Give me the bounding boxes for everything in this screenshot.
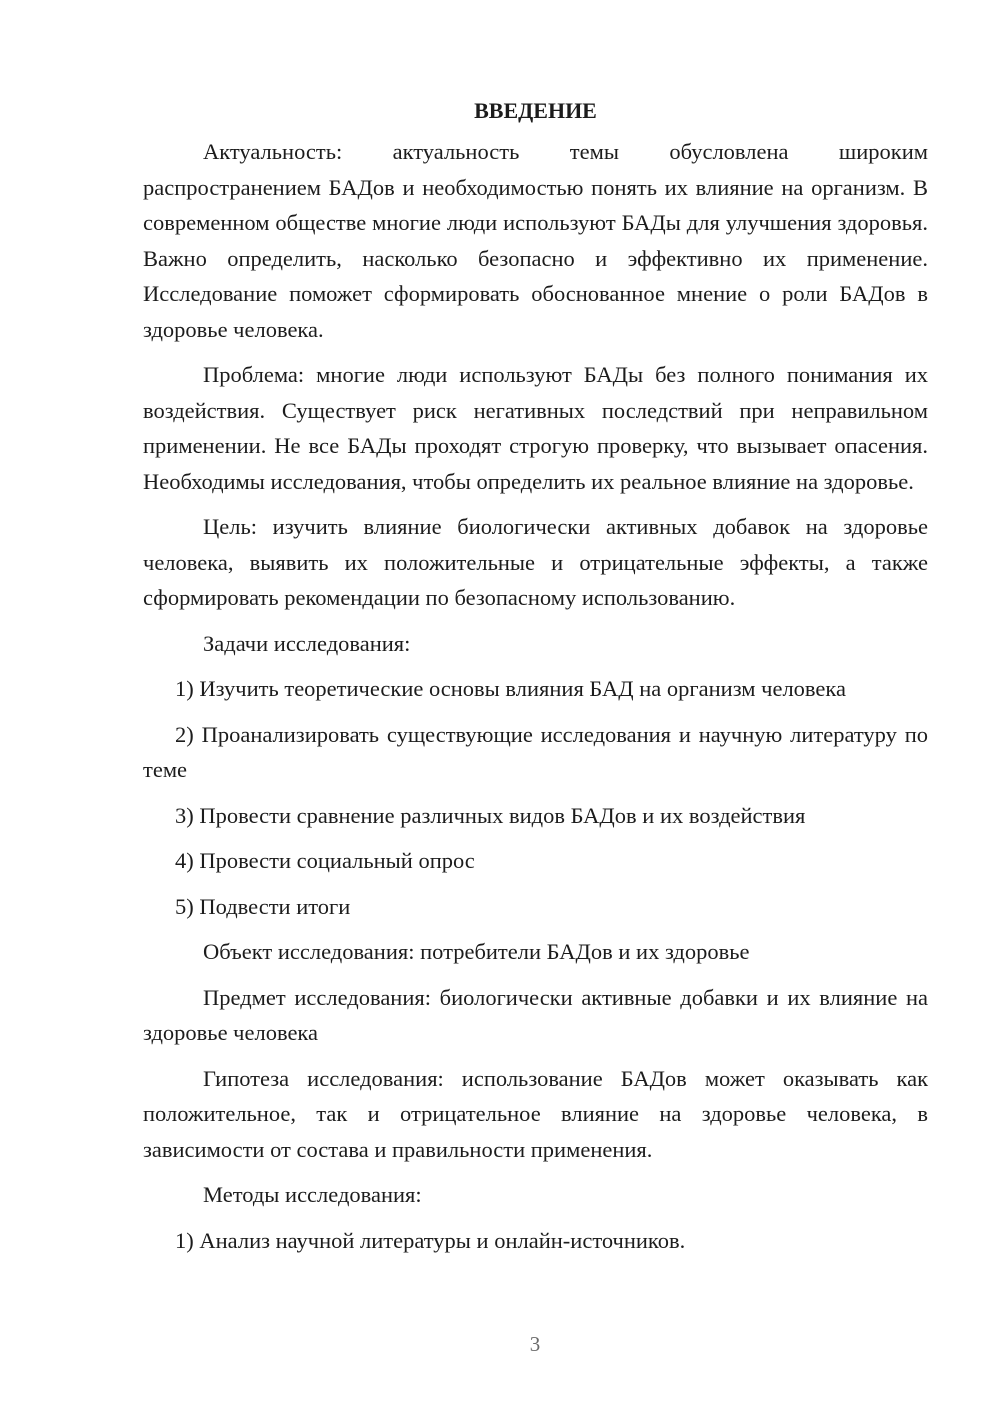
problem-paragraph: Проблема: многие люди используют БАДы без полного понимания их воздействия. Существует риск негативных последствий при неправильном применении. Не все БАДы проходят строгую проверку, что вызывает опасения. Необходимы исследования, чтобы определить их реальное влияние на здоровье. — [143, 362, 928, 494]
document-page — [143, 92, 928, 1268]
relevance-paragraph: Актуальность: актуальность темы обусловлена широким распространением БАДов и необходимостью понять их влияние на организм. В современном обществе многие люди используют БАДы для улучшения здоровья. Важно определить, насколько безопасно и эффективно их применение. Исследование поможет сформировать обоснованное мнение о роли БАДов в здоровье человека. — [143, 139, 928, 342]
task-item: 4) Провести социальный опрос — [175, 848, 475, 873]
page-number: 3 — [529, 1332, 541, 1356]
task-item: 1) Изучить теоретические основы влияния БАД на организм человека — [175, 676, 846, 701]
hypothesis-paragraph: Гипотеза исследования: использование БАДов может оказывать как положительное, так и отрицательное влияние на здоровье человека, в зависимости от состава и правильности применения. — [143, 1065, 928, 1162]
task-item: 2) Проанализировать существующие исследования и научную литературу по теме — [143, 721, 928, 782]
object-paragraph: Объект исследования: потребители БАДов и их здоровье — [203, 939, 750, 964]
methods-heading: Методы исследования: — [203, 1182, 422, 1207]
task-item: 3) Провести сравнение различных видов БАДов и их воздействия — [175, 802, 806, 828]
goal-paragraph: Цель: изучить влияние биологически активных добавок на здоровье человека, выявить их положительные и отрицательные эффекты, а также сформировать рекомендации по безопасному использованию. — [143, 514, 928, 610]
subject-paragraph: Предмет исследования: биологически активные добавки и их влияние на здоровье человека — [143, 984, 928, 1045]
task-item: 5) Подвести итоги — [175, 893, 351, 919]
method-item: 1) Анализ научной литературы и онлайн-источников. — [175, 1227, 686, 1253]
page-title: ВВЕДЕНИЕ — [474, 98, 597, 123]
tasks-heading: Задачи исследования: — [203, 630, 411, 656]
